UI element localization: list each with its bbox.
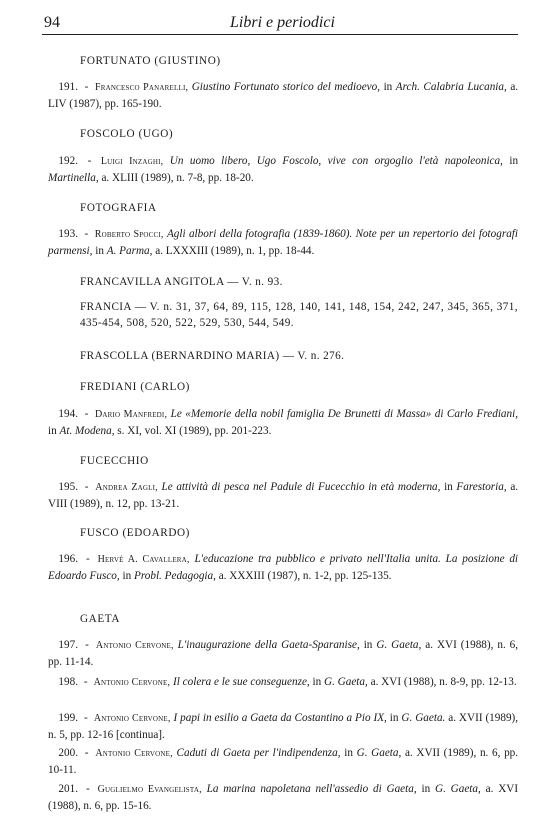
entry-number: 197. (58, 639, 78, 651)
entry-author: Roberto Spocci, (94, 229, 164, 240)
entry-number: 198. (58, 676, 78, 688)
bibliography-entry: 194. - Dario Manfredi, Le «Memorie della nobil famiglia De Brunetti di Massa» di Carlo Frediani, in At. Modena, s. XI, vol. XI (1989), pp. 201-223. (48, 408, 519, 437)
entry-details: a. XVI (1988), n. 6, pp. 15-16. (48, 783, 519, 812)
entry-journal: G. Gaeta, (324, 676, 368, 688)
bibliography-entry: 198. - Antonio Cervone, Il colera e le sue conseguenze, in G. Gaeta, a. XVI (1988), n. 8-9, pp. 12-13. (48, 674, 518, 691)
entry-details: a. XVII (1989), n. 6, pp. 10-11. (48, 747, 519, 776)
entry-title: La marina napoletana nell'assedio di Gaeta, (206, 783, 417, 795)
entry-author: Guglielmo Evangelista, (97, 784, 202, 795)
bibliography-entry: 200. - Antonio Cervone, Caduti di Gaeta per l'indipendenza, in G. Gaeta, a. XVII (1989), n. 6, pp. 10-11. (48, 747, 519, 776)
entry-number: 193. (58, 228, 78, 240)
entry-details: a. LXXXIII (1989), n. 1, pp. 18-44. (155, 245, 315, 257)
entry-author: Francesco Panarelli, (95, 82, 189, 93)
entry-details: a. XVII (1989), n. 5, pp. 12-16 [continua]. (48, 712, 519, 741)
entry-details: a. XVI (1988), n. 8-9, pp. 12-13. (370, 676, 517, 688)
entry-title: L'educazione tra pubblico e privato nell'Italia unita. La posizione di Edoardo Fusco, (48, 553, 519, 582)
bibliography-entry: 195. - Andrea Zagli, Le attività di pesca nel Padule di Fucecchio in età moderna, in Farestoria, a. VIII (1989), n. 12, pp. 13-21. (48, 481, 519, 510)
entry-details: a. VIII (1989), n. 12, pp. 13-21. (48, 481, 519, 510)
subject-heading: FUCECCHIO (80, 455, 149, 467)
entry-author: Luigi Inzaghi, (100, 156, 164, 167)
bibliography-entry: 196. - Hervé A. Cavallera, L'educazione tra pubblico e privato nell'Italia unita. La posizione di Edoardo Fusco, in Probl. Pedagogia, a. XXXIII (1987), n. 1-2, pp. 125-135. (48, 553, 519, 582)
entry-journal: G. Gaeta, (376, 639, 422, 651)
entry-details: a. XXXIII (1987), n. 1-2, pp. 125-135. (218, 570, 392, 582)
subject-heading: FOSCOLO (UGO) (80, 128, 174, 140)
entry-title: Giustino Fortunato storico del medioevo, (191, 81, 381, 93)
entry-details: a. XLIII (1989), n. 7-8, pp. 18-20. (101, 172, 254, 184)
entry-number: 192. (58, 155, 78, 167)
entry-number: 201. (58, 783, 78, 795)
entry-author: Dario Manfredi, (94, 409, 168, 420)
page-number: 94 (44, 14, 60, 31)
entry-author: Antonio Cervone, (95, 748, 173, 759)
entry-number: 199. (58, 712, 78, 724)
bibliography-entry: 191. - Francesco Panarelli, Giustino Fortunato storico del medioevo, in Arch. Calabria Lucania, a. LIV (1987), pp. 165-190. (48, 81, 519, 110)
entry-author: Antonio Cervone, (93, 713, 171, 724)
entry-number: 196. (58, 553, 78, 565)
bibliography-entry: 193. - Roberto Spocci, Agli albori della fotografia (1839-1860). Note per un repertorio dei fotografi parmensi, in A. Parma, a. LXXXIII (1989), n. 1, pp. 18-44. (48, 228, 519, 257)
bibliography-entry: 199. - Antonio Cervone, I papi in esilio a Gaeta da Costantino a Pio IX, in G. Gaeta. a. XVII (1989), n. 5, pp. 12-16 [continua]. (48, 712, 519, 741)
subject-heading: FORTUNATO (GIUSTINO) (80, 55, 221, 67)
entry-journal: Arch. Calabria Lucania, (395, 81, 507, 93)
entry-journal: At. Modena, (59, 425, 115, 437)
header-rule (42, 34, 518, 35)
entry-details: a. LIV (1987), pp. 165-190. (48, 81, 519, 110)
entry-title: Le «Memorie della nobil famiglia De Brunetti di Massa» di Carlo Frediani, (170, 408, 519, 420)
entry-journal: Martinella, (48, 172, 99, 184)
cross-reference: FRANCAVILLA ANGITOLA — V. n. 93. (80, 276, 283, 288)
entry-title: I papi in esilio a Gaeta da Costantino a Pio IX, (173, 712, 387, 724)
entry-journal: G. Gaeta, (434, 783, 481, 795)
bibliography-entry: 201. - Guglielmo Evangelista, La marina napoletana nell'assedio di Gaeta, in G. Gaeta, a. XVI (1988), n. 6, pp. 15-16. (48, 783, 519, 812)
entry-details: s. XI, vol. XI (1989), pp. 201-223. (117, 425, 272, 437)
entry-title: Agli albori della fotografia (1839-1860). Note per un repertorio dei fotografi parmensi, (48, 228, 519, 257)
entry-title: L'inaugurazione della Gaeta-Sparanise, (177, 639, 360, 651)
entry-title: Un uomo libero, Ugo Foscolo, vive con orgoglio l'età napoleonica, (169, 155, 503, 167)
bibliography-entry: 197. - Antonio Cervone, L'inaugurazione della Gaeta-Sparanise, in G. Gaeta, a. XVI (1988), n. 6, pp. 11-14. (48, 639, 519, 668)
subject-heading: FREDIANI (CARLO) (80, 381, 190, 393)
cross-reference: FRANCIA — V. n. 31, 37, 64, 89, 115, 128, 140, 141, 148, 154, 242, 247, 345, 365, 371, 435-454, 508, 520, 522, 529, 530, 544, 549. (80, 301, 518, 329)
entry-author: Andrea Zagli, (95, 482, 158, 493)
page-header (0, 12, 550, 36)
subject-heading: GAETA (80, 613, 121, 625)
entry-author: Hervé A. Cavallera, (97, 554, 190, 565)
entry-journal: A. Parma, (106, 245, 153, 257)
entry-title: Il colera e le sue conseguenze, (173, 676, 310, 688)
subject-heading: FUSCO (EDOARDO) (80, 527, 191, 539)
entry-journal: Farestoria, (456, 481, 507, 493)
entry-number: 191. (58, 81, 78, 93)
entry-journal: G. Gaeta. (401, 712, 446, 724)
entry-number: 195. (58, 481, 78, 493)
entry-details: a. XVI (1988), n. 6, pp. 11-14. (48, 639, 519, 668)
entry-author: Antonio Cervone, (95, 640, 174, 651)
entry-number: 194. (58, 408, 78, 420)
entry-title: Le attività di pesca nel Padule di Fucecchio in età moderna, (161, 481, 441, 493)
entry-author: Antonio Cervone, (93, 677, 171, 688)
bibliography-entry: 192. - Luigi Inzaghi, Un uomo libero, Ugo Foscolo, vive con orgoglio l'età napoleonica, in Martinella, a. XLIII (1989), n. 7-8, pp. 18-20. (48, 155, 519, 184)
subject-heading: FOTOGRAFIA (80, 202, 157, 214)
entry-journal: G. Gaeta, (356, 747, 402, 759)
entry-title: Caduti di Gaeta per l'indipendenza, (176, 747, 341, 759)
running-title: Libri e periodici (230, 14, 335, 31)
entry-journal: Probl. Pedagogia, (133, 570, 216, 582)
entry-number: 200. (58, 747, 78, 759)
cross-reference: FRASCOLLA (BERNARDINO MARIA) — V. n. 276. (80, 350, 345, 362)
